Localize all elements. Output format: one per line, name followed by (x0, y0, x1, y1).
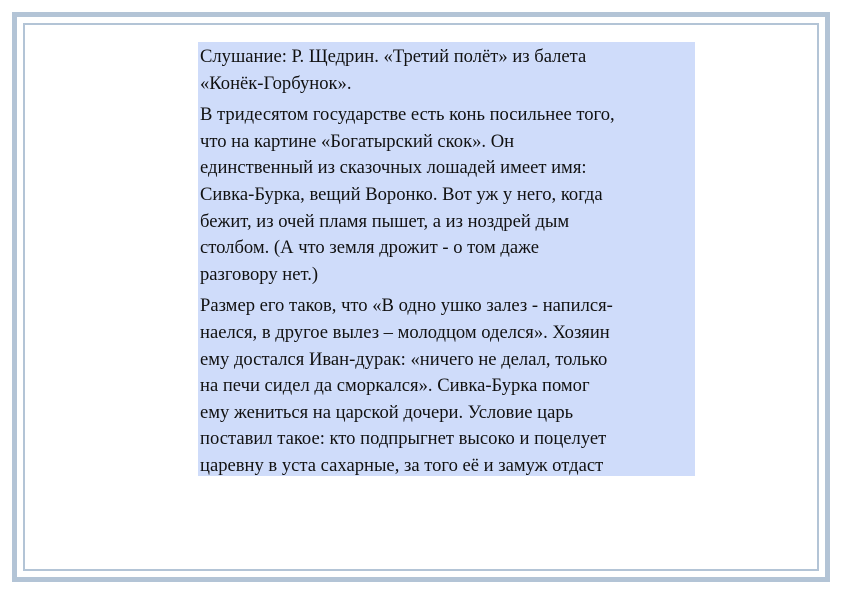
paragraph-title: Слушание: Р. Щедрин. «Третий полёт» из балета «Конёк-Горбунок». (200, 46, 587, 94)
paragraph-description: В тридесятом государстве есть конь посильнее того, что на картине «Богатырский скок». Он единственный из сказочных лошадей имеет имя: Сивка-Бурка, вещий Воронко. Вот уж у него, когда бежит, из очей пламя пышет, а из ноздрей дым столбом. (А что земля дрожит - о том даже разговору нет.) (200, 104, 615, 285)
text-box (198, 42, 695, 476)
paragraph-story: Размер его таков, что «В одно ушко залез - напился- наелся, в другое вылез – молодцом оделся». Хозяин ему достался Иван-дурак: «ничего не делал, только на печи сидел да сморкался». Сивка-Бурка помог ему жениться на царской дочери. Условие царь поставил такое: кто подпрыгнет высоко и поцелует царевну в уста сахарные, за того её и замуж отдаст (200, 295, 613, 476)
